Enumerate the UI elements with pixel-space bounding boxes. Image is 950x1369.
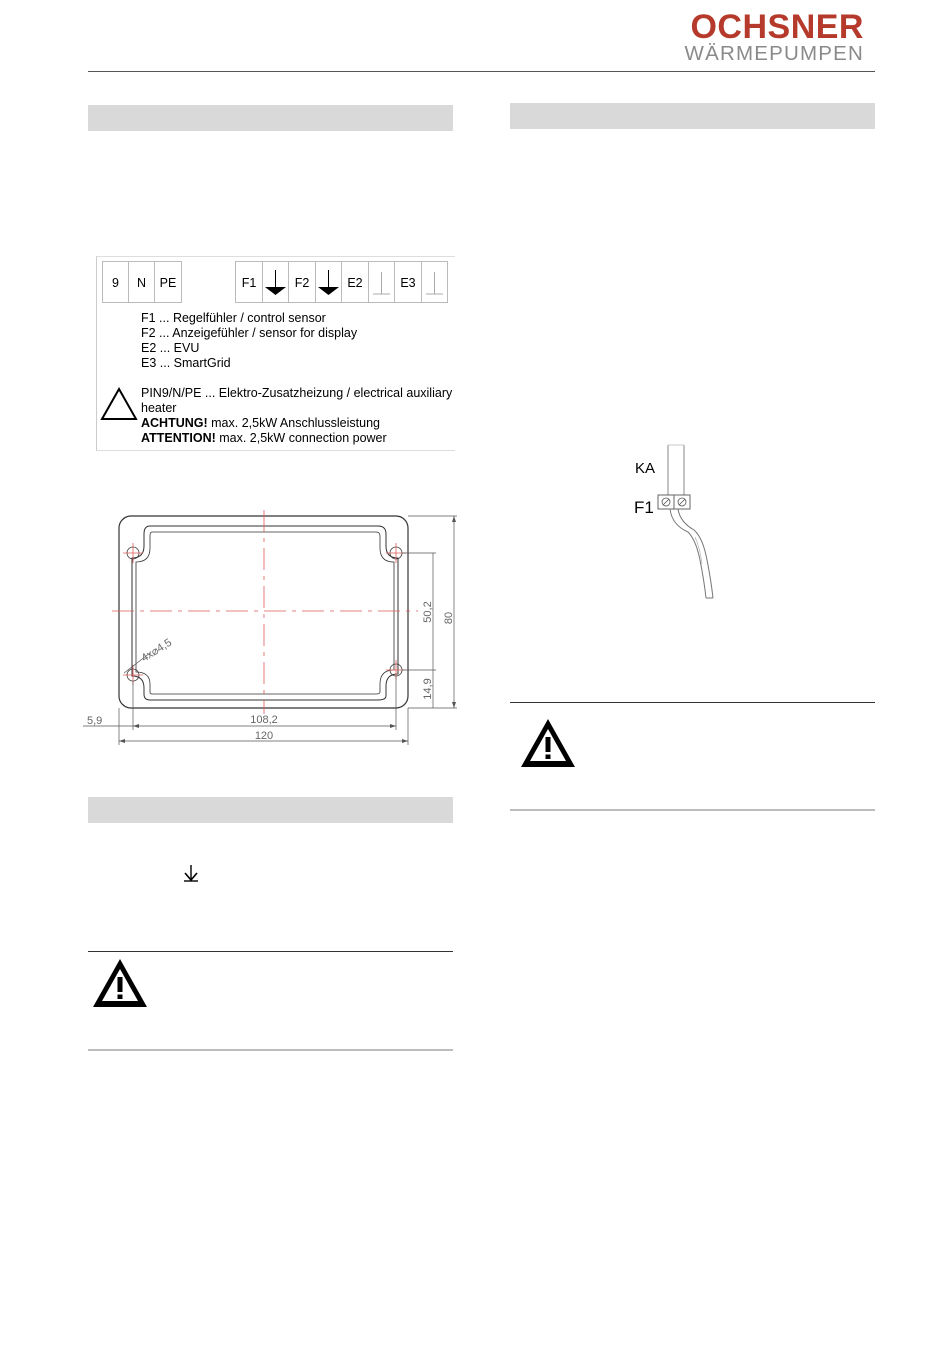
dim-height-outer-label: 80: [443, 611, 455, 625]
ground-arrow-icon: [181, 864, 201, 884]
legend-warning-line1: PIN9/N/PE ... Elektro-Zusatzheizung / electrical auxiliary: [141, 386, 453, 400]
legend-warning-line2: heater: [141, 401, 177, 415]
legend-line-f2: F2 ... Anzeigefühler / sensor for display: [141, 326, 358, 340]
terminal-e3: E3: [394, 261, 422, 303]
section-bar-left-middle: [88, 797, 453, 823]
ground-arrow-icon: [263, 262, 288, 302]
brand-logo: OCHSNER: [690, 8, 864, 46]
terminal-f1: F1: [235, 261, 263, 303]
terminal-f1-ground: [262, 261, 289, 303]
terminal-f2-ground: [315, 261, 342, 303]
enclosure-dimension-drawing: [78, 498, 458, 758]
ground-arrow-icon: [316, 262, 341, 302]
left-warning-top-rule: [88, 951, 453, 952]
header-divider: [88, 71, 875, 72]
dim-height-inner-label: 50,2: [422, 601, 434, 623]
dim-offset-bottom-label: 14,9: [422, 678, 434, 700]
right-warning-top-rule: [510, 702, 875, 703]
terminal-e3-ground: [421, 261, 448, 303]
warning-outline-icon: [99, 386, 139, 424]
right-warning-bottom-rule: [510, 809, 875, 811]
ground-symbol-icon: [369, 262, 394, 302]
ground-symbol-icon: [422, 262, 447, 302]
legend-achtung: [141, 416, 380, 431]
terminal-e2-ground: [368, 261, 395, 303]
dim-width-outer-label: 120: [254, 730, 274, 742]
terminal-f2: F2: [288, 261, 316, 303]
attention-text: max. 2,5kW connection power: [215, 431, 387, 445]
dim-holes-label: 4x⌀4,5: [139, 636, 175, 665]
attention-label: ATTENTION!: [141, 431, 216, 445]
section-bar-right-top: [510, 103, 875, 129]
warning-icon: [518, 716, 578, 770]
terminal-n: N: [128, 261, 155, 303]
legend-attention: [141, 431, 387, 446]
dim-offset-left-label: 5,9: [87, 715, 103, 727]
sensor-mounting-drawing: [650, 440, 730, 610]
legend-line-e3: E3 ... SmartGrid: [141, 356, 231, 370]
left-warning-bottom-rule: [88, 1049, 453, 1051]
terminal-pe: PE: [154, 261, 182, 303]
warning-icon: [90, 956, 150, 1010]
section-bar-left-top: [88, 105, 453, 131]
sensor-cable-label: KA: [635, 460, 656, 477]
legend-line-e2: E2 ... EVU: [141, 341, 200, 355]
achtung-label: ACHTUNG!: [141, 416, 208, 430]
sensor-f1-label: F1: [634, 498, 654, 517]
achtung-text: max. 2,5kW Anschlussleistung: [207, 416, 380, 430]
legend-line-f1: F1 ... Regelfühler / control sensor: [141, 311, 326, 325]
dim-width-inner-label: 108,2: [250, 714, 278, 726]
brand-subtitle: WÄRMEPUMPEN: [684, 42, 864, 65]
terminal-9: 9: [102, 261, 129, 303]
terminal-e2: E2: [341, 261, 369, 303]
